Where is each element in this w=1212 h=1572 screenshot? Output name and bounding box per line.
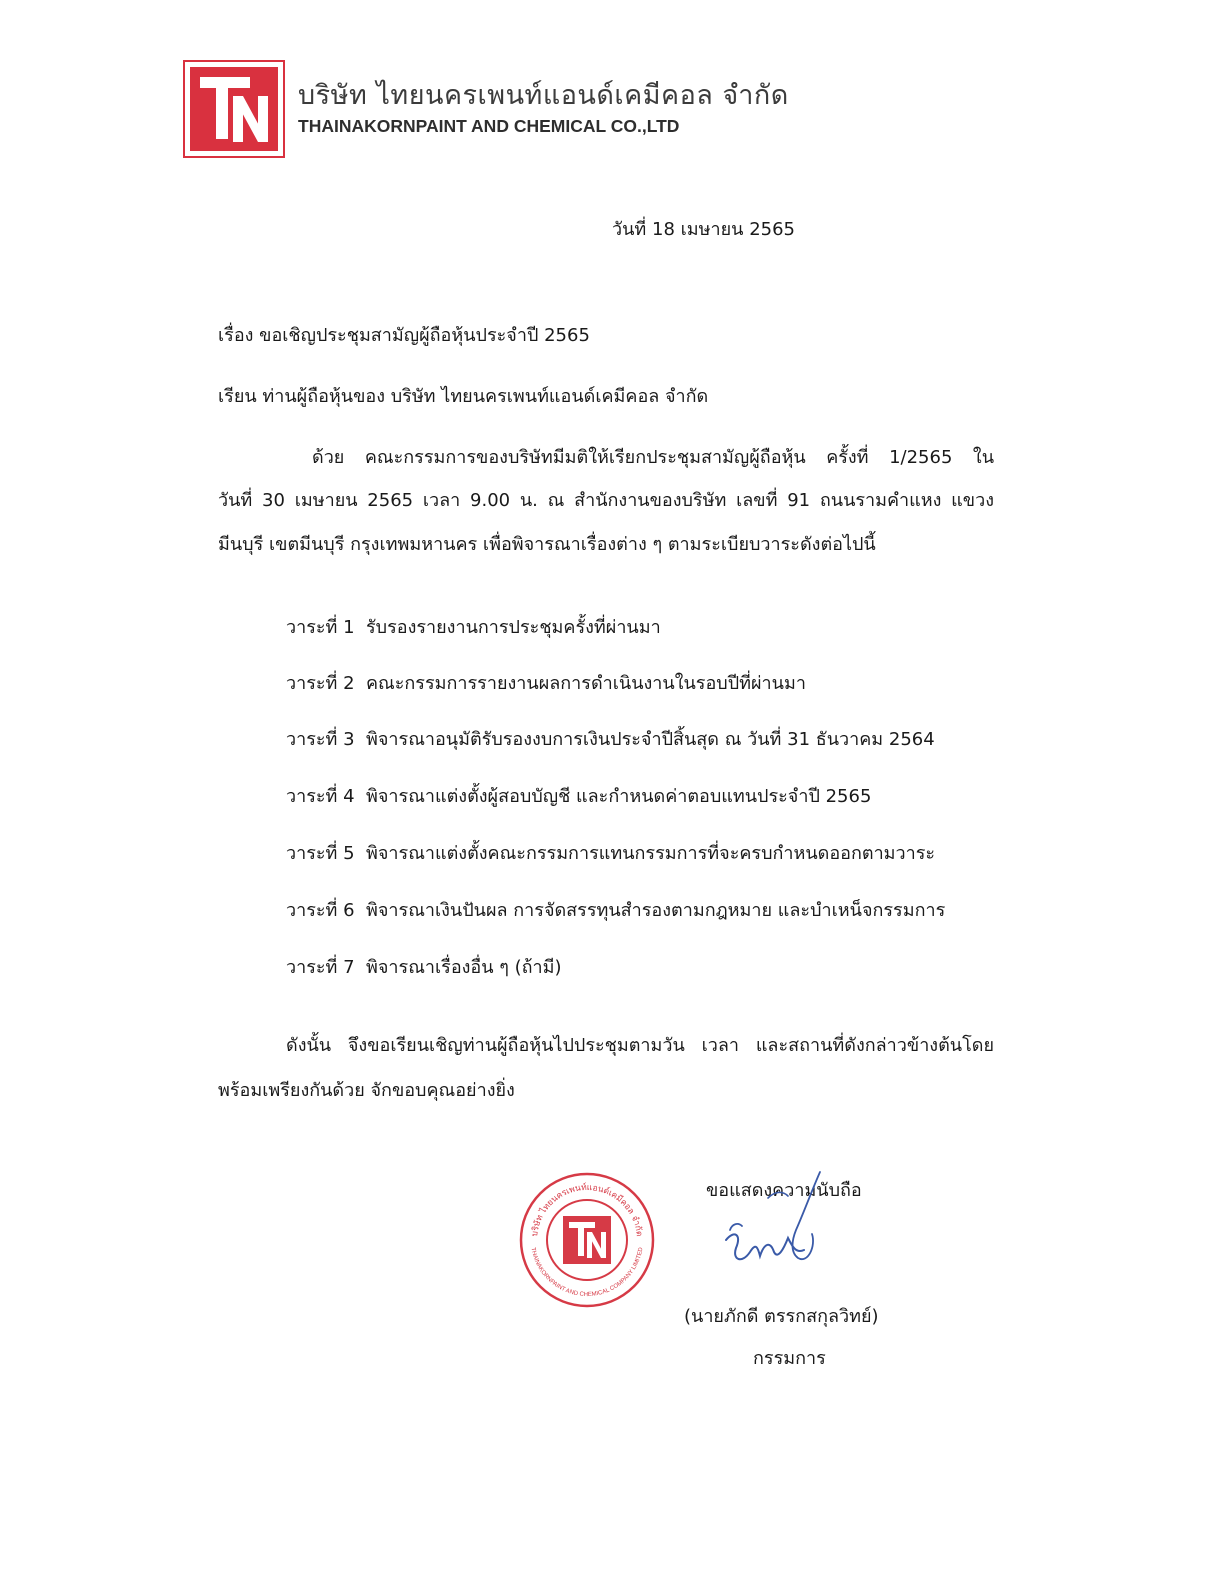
agenda-item [286, 675, 806, 693]
closing-line-2: พร้อมเพรียงกันด้วย จักขอบคุณอย่างยิ่ง [218, 1080, 515, 1101]
company-name-english: THAINAKORNPAINT AND CHEMICAL CO.,LTD [298, 116, 680, 136]
closing-line-1: ดังนั้น จึงขอเรียนเชิญท่านผู้ถือหุ้นไปประชุมตามวัน เวลา และสถานที่ดังกล่าวข้างต้นโดย [286, 1035, 994, 1056]
svg-text:บริษัท ไทยนครเพนท์แอนด์เคมีคอล: บริษัท ไทยนครเพนท์แอนด์เคมีคอล จำกัด [530, 1182, 644, 1238]
letter-subject: เรื่อง ขอเชิญประชุมสามัญผู้ถือหุ้นประจำปี 2565 [218, 325, 590, 346]
agenda-item [286, 902, 945, 920]
agenda-text: รับรองรายงานการประชุมครั้งที่ผ่านมา [366, 617, 661, 638]
letter-date: วันที่ 18 เมษายน 2565 [612, 219, 795, 240]
agenda-item [286, 731, 935, 749]
signer-name: (นายภักดี ตรรกสกุลวิทย์) [684, 1306, 879, 1327]
agenda-number: วาระที่ 3 [286, 729, 355, 750]
intro-line-2: วันที่ 30 เมษายน 2565 เวลา 9.00 น. ณ สำนักงานของบริษัท เลขที่ 91 ถนนรามคำแหง แขวง [218, 490, 994, 511]
agenda-number: วาระที่ 1 [286, 617, 355, 638]
agenda-item [286, 959, 562, 977]
agenda-number: วาระที่ 5 [286, 843, 355, 864]
intro-line-1: ด้วย คณะกรรมการของบริษัทมีมติให้เรียกประชุมสามัญผู้ถือหุ้น ครั้งที่ 1/2565 ใน [312, 447, 994, 468]
company-seal-stamp [517, 1170, 657, 1310]
letter-salutation: เรียน ท่านผู้ถือหุ้นของ บริษัท ไทยนครเพนท์แอนด์เคมีคอล จำกัด [218, 386, 709, 407]
agenda-item [286, 788, 871, 806]
company-name-thai: บริษัท ไทยนครเพนท์แอนด์เคมีคอล จำกัด [298, 80, 789, 111]
agenda-number: วาระที่ 2 [286, 673, 355, 694]
agenda-item [286, 845, 935, 863]
agenda-text: พิจารณาแต่งตั้งคณะกรรมการแทนกรรมการที่จะครบกำหนดออกตามวาระ [366, 843, 936, 864]
handwritten-signature [712, 1168, 837, 1280]
closing-regards: ขอแสดงความนับถือ [706, 1180, 862, 1201]
agenda-number: วาระที่ 4 [286, 786, 355, 807]
agenda-text: คณะกรรมการรายงานผลการดำเนินงานในรอบปีที่ผ่านมา [366, 673, 806, 694]
agenda-number: วาระที่ 6 [286, 900, 355, 921]
svg-text:THAINAKORNPAINT AND CHEMICAL C: THAINAKORNPAINT AND CHEMICAL COMPANY LIMITED [529, 1247, 645, 1299]
agenda-text: พิจารณาอนุมัติรับรองงบการเงินประจำปีสิ้นสุด ณ วันที่ 31 ธันวาคม 2564 [366, 729, 935, 750]
agenda-item [286, 619, 661, 637]
agenda-text: พิจารณาเงินปันผล การจัดสรรทุนสำรองตามกฎหมาย และบำเหน็จกรรมการ [366, 900, 946, 921]
agenda-number: วาระที่ 7 [286, 957, 355, 978]
intro-line-3: มีนบุรี เขตมีนบุรี กรุงเทพมหานคร เพื่อพิจารณาเรื่องต่าง ๆ ตามระเบียบวาระดังต่อไปนี้ [218, 534, 876, 555]
agenda-text: พิจารณาเรื่องอื่น ๆ (ถ้ามี) [366, 957, 562, 978]
agenda-text: พิจารณาแต่งตั้งผู้สอบบัญชี และกำหนดค่าตอบแทนประจำปี 2565 [366, 786, 872, 807]
company-logo [183, 60, 285, 158]
signer-title: กรรมการ [753, 1348, 826, 1369]
